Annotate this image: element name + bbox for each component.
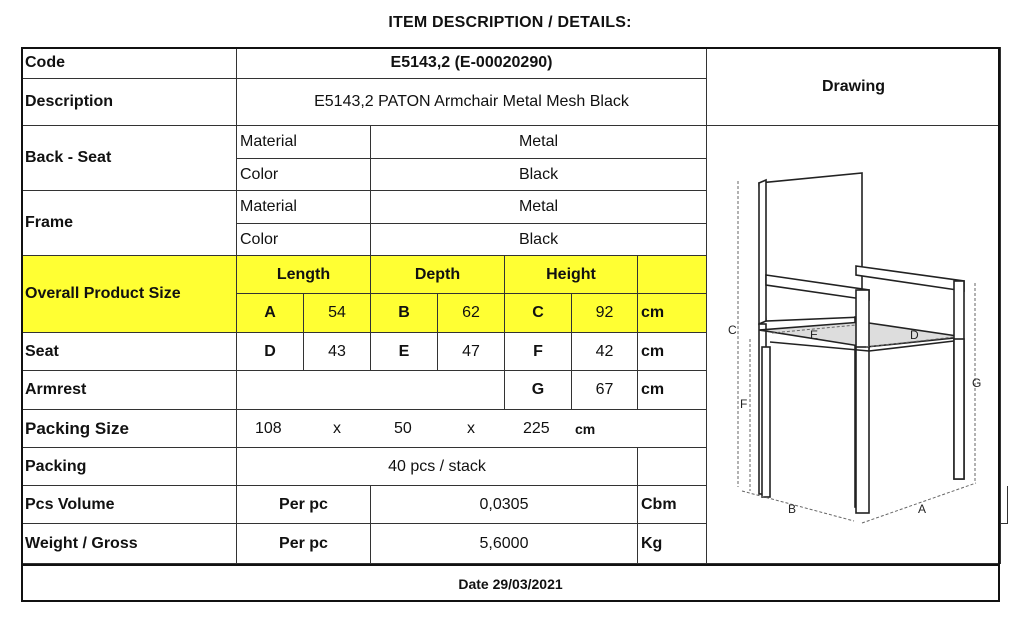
dim-d-label: D	[237, 333, 304, 371]
packing-size-length: 108	[255, 419, 282, 437]
description-value: E5143,2 PATON Armchair Metal Mesh Black	[237, 79, 707, 126]
volume-label: Pcs Volume	[22, 486, 237, 524]
frame-color-label: Color	[237, 224, 371, 256]
dim-label-b: B	[788, 502, 797, 516]
dim-c-value: 92	[572, 294, 638, 333]
back-seat-color-label: Color	[237, 159, 371, 191]
overall-size-label: Overall Product Size	[22, 256, 237, 333]
overall-unit: cm	[638, 294, 707, 333]
packing-size-label: Packing Size	[22, 410, 237, 448]
chair-drawing-svg	[706, 125, 1000, 563]
back-seat-color: Black	[371, 159, 707, 191]
packing-size-x1: x	[333, 419, 341, 437]
packing-size-unit: cm	[575, 420, 596, 437]
armrest-right	[856, 266, 964, 291]
armrest-unit: cm	[638, 371, 707, 410]
backrest-side	[759, 180, 766, 324]
front-leg-left	[856, 347, 869, 513]
depth-label: Depth	[371, 256, 505, 294]
weight-unit: Kg	[638, 524, 707, 564]
drawing-cell-bottom	[1001, 486, 1008, 524]
dim-label-f: F	[740, 397, 748, 411]
code-value: E5143,2 (E-00020290)	[237, 48, 707, 79]
dim-e-label: E	[371, 333, 438, 371]
packing-size-height: 225	[523, 419, 550, 437]
dim-label-d: D	[910, 328, 919, 342]
code-label: Code	[22, 48, 237, 79]
volume-per: Per pc	[237, 486, 371, 524]
frame-material-label: Material	[237, 191, 371, 224]
dim-f-label: F	[505, 333, 572, 371]
volume-value: 0,0305	[371, 486, 638, 524]
packing-value: 40 pcs / stack	[237, 448, 638, 486]
armrest-left-post	[856, 290, 869, 348]
page-title: ITEM DESCRIPTION / DETAILS:	[388, 14, 632, 31]
dim-c-label: C	[505, 294, 572, 333]
front-leg-right	[954, 339, 964, 479]
weight-value: 5,6000	[371, 524, 638, 564]
dim-e-value: 47	[438, 333, 505, 371]
length-label: Length	[237, 256, 371, 294]
dim-a-value: 54	[304, 294, 371, 333]
dim-d-value: 43	[304, 333, 371, 371]
packing-size-x2: x	[467, 419, 475, 437]
dim-g-label: G	[505, 371, 572, 410]
weight-label: Weight / Gross	[22, 524, 237, 564]
frame-label: Frame	[22, 191, 237, 256]
seat-unit: cm	[638, 333, 707, 371]
frame-color: Black	[371, 224, 707, 256]
frame-material: Metal	[371, 191, 707, 224]
dim-label-a: A	[918, 502, 927, 516]
front-leg-mid	[762, 347, 770, 497]
dim-label-g: G	[972, 376, 982, 390]
dim-f-value: 42	[572, 333, 638, 371]
height-label: Height	[505, 256, 638, 294]
volume-unit: Cbm	[638, 486, 707, 524]
weight-per: Per pc	[237, 524, 371, 564]
armrest-label: Armrest	[22, 371, 237, 410]
description-label: Description	[22, 79, 237, 126]
date-footer: Date 29/03/2021	[21, 564, 1000, 602]
dim-label-e: E	[810, 328, 819, 342]
back-seat-material: Metal	[371, 126, 707, 159]
back-seat-label: Back - Seat	[22, 126, 237, 191]
dim-label-c: C	[728, 323, 737, 337]
packing-size-width: 50	[394, 419, 412, 437]
drawing-label: Drawing	[707, 48, 1001, 126]
dim-b-value: 62	[438, 294, 505, 333]
backrest	[759, 173, 862, 321]
back-seat-material-label: Material	[237, 126, 371, 159]
dim-a-label: A	[237, 294, 304, 333]
packing-label: Packing	[22, 448, 237, 486]
chair-drawing	[706, 125, 1000, 563]
dim-g-value: 67	[572, 371, 638, 410]
seat-label: Seat	[22, 333, 237, 371]
dim-b-label: B	[371, 294, 438, 333]
